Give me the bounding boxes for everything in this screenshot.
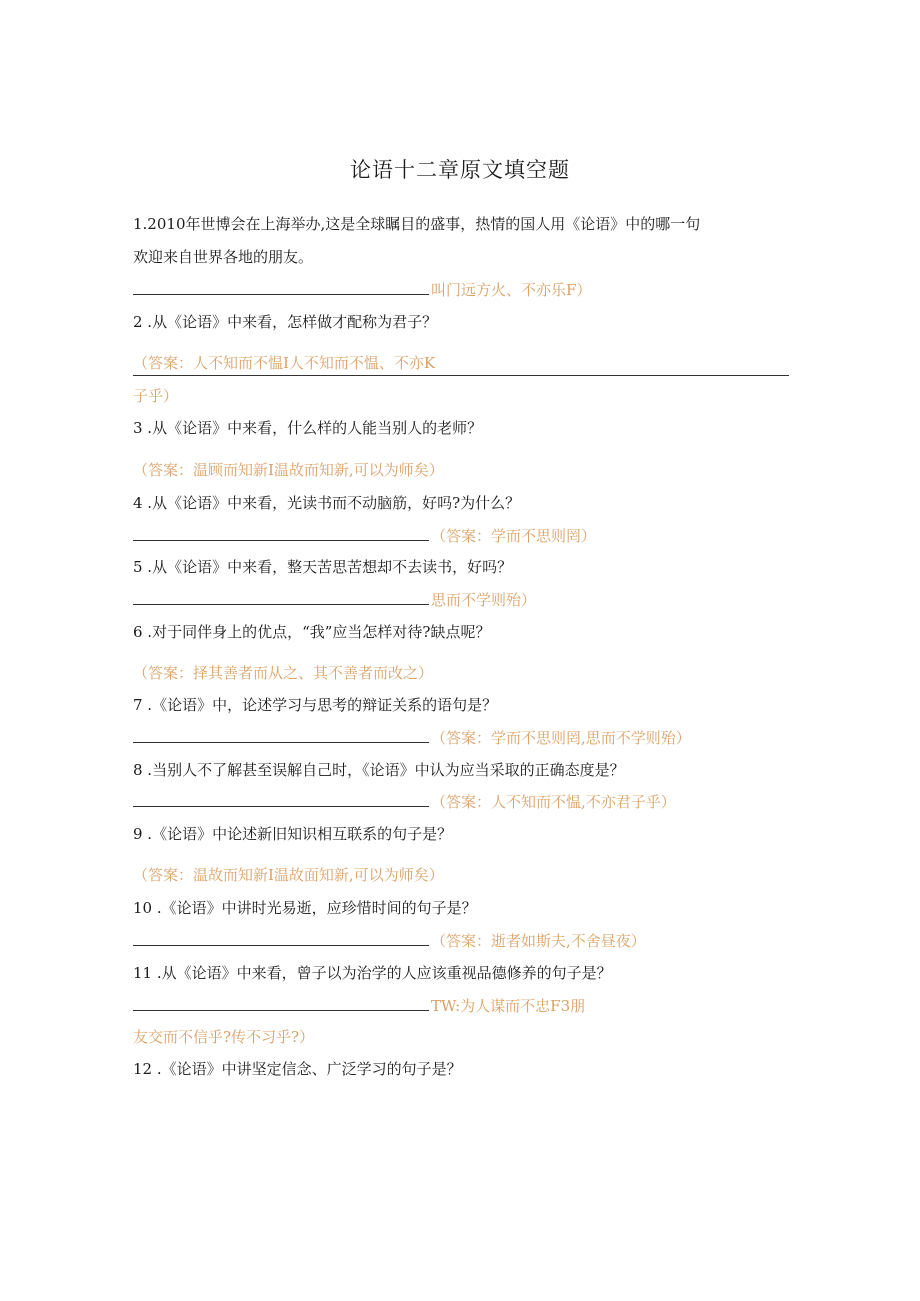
question-4: 4 .从《论语》中来看，光读书而不动脑筋，好吗?为什么？ xyxy=(133,494,521,512)
question-8: 8 .当别人不了解甚至误解自己时，《论语》中认为应当采取的正确态度是？ xyxy=(133,761,625,779)
question-1-line-2: 欢迎来自世界各地的朋友。 xyxy=(133,248,314,266)
answer-11-line-2: 友交而不信乎?传不习乎?） xyxy=(133,1028,315,1046)
answer-blank xyxy=(133,588,429,605)
answer-5-row xyxy=(133,588,536,611)
question-2: 2 .从《论语》中来看，怎样做才配称为君子？ xyxy=(133,313,438,331)
answer-4-row xyxy=(133,524,596,547)
question-6: 6 .对于同伴身上的优点，“我”应当怎样对待?缺点呢？ xyxy=(133,623,491,641)
answer-11-line-1: TW:为人谋而不忠F3朋 xyxy=(431,997,586,1015)
answer-10-row xyxy=(133,929,646,952)
question-10: 10 .《论语》中讲时光易逝，应珍惜时间的句子是？ xyxy=(133,899,477,917)
answer-blank xyxy=(133,278,429,295)
answer-blank xyxy=(133,726,429,743)
answer-blank xyxy=(133,994,429,1011)
answer-8-row xyxy=(133,790,676,813)
answer-2-line-2: 子乎） xyxy=(133,387,179,405)
answer-9: （答案：温故而知新I温故面知新,可以为师矣） xyxy=(133,866,444,884)
answer-5: 思而不学则殆） xyxy=(431,591,537,609)
answer-7: （答案：学而不思则罔,思而不学则殆） xyxy=(431,729,691,747)
question-3: 3 .从《论语》中来看，什么样的人能当别人的老师？ xyxy=(133,419,483,437)
answer-2-underline xyxy=(133,375,789,376)
question-7: 7 .《论语》中，论述学习与思考的辩证关系的语句是？ xyxy=(133,696,498,714)
answer-blank xyxy=(133,929,429,946)
answer-4: （答案：学而不思则罔） xyxy=(431,527,597,545)
question-1-line-1: 1.2010年世博会在上海举办,这是全球瞩目的盛事，热情的国人用《论语》中的哪一句 xyxy=(133,215,701,233)
answer-2-line-1: （答案：人不知而不愠I人不知而不愠、不亦K xyxy=(133,354,436,372)
answer-blank xyxy=(133,524,429,541)
question-12: 12 .《论语》中讲坚定信念、广泛学习的句子是？ xyxy=(133,1060,462,1078)
question-9: 9 .《论语》中论述新旧知识相互联系的句子是？ xyxy=(133,825,453,843)
answer-3: （答案：温顾而知新I温故而知新,可以为师矣） xyxy=(133,461,444,479)
question-11: 11 .从《论语》中来看，曾子以为治学的人应该重视品德修养的句子是？ xyxy=(133,964,612,982)
answer-7-row xyxy=(133,726,691,749)
answer-blank xyxy=(133,790,429,807)
answer-11-row xyxy=(133,994,585,1017)
answer-6: （答案：择其善者而从之、其不善者而改之） xyxy=(133,664,434,682)
question-5: 5 .从《论语》中来看，整天苦思苦想却不去读书，好吗？ xyxy=(133,558,513,576)
page-title: 论语十二章原文填空题 xyxy=(350,158,570,182)
answer-1: 叫门远方火、不亦乐F） xyxy=(431,281,592,299)
answer-8: （答案：人不知而不愠,不亦君子乎） xyxy=(431,793,676,811)
answer-10: （答案：逝者如斯夫,不舍昼夜） xyxy=(431,932,646,950)
answer-1-row xyxy=(133,278,591,301)
